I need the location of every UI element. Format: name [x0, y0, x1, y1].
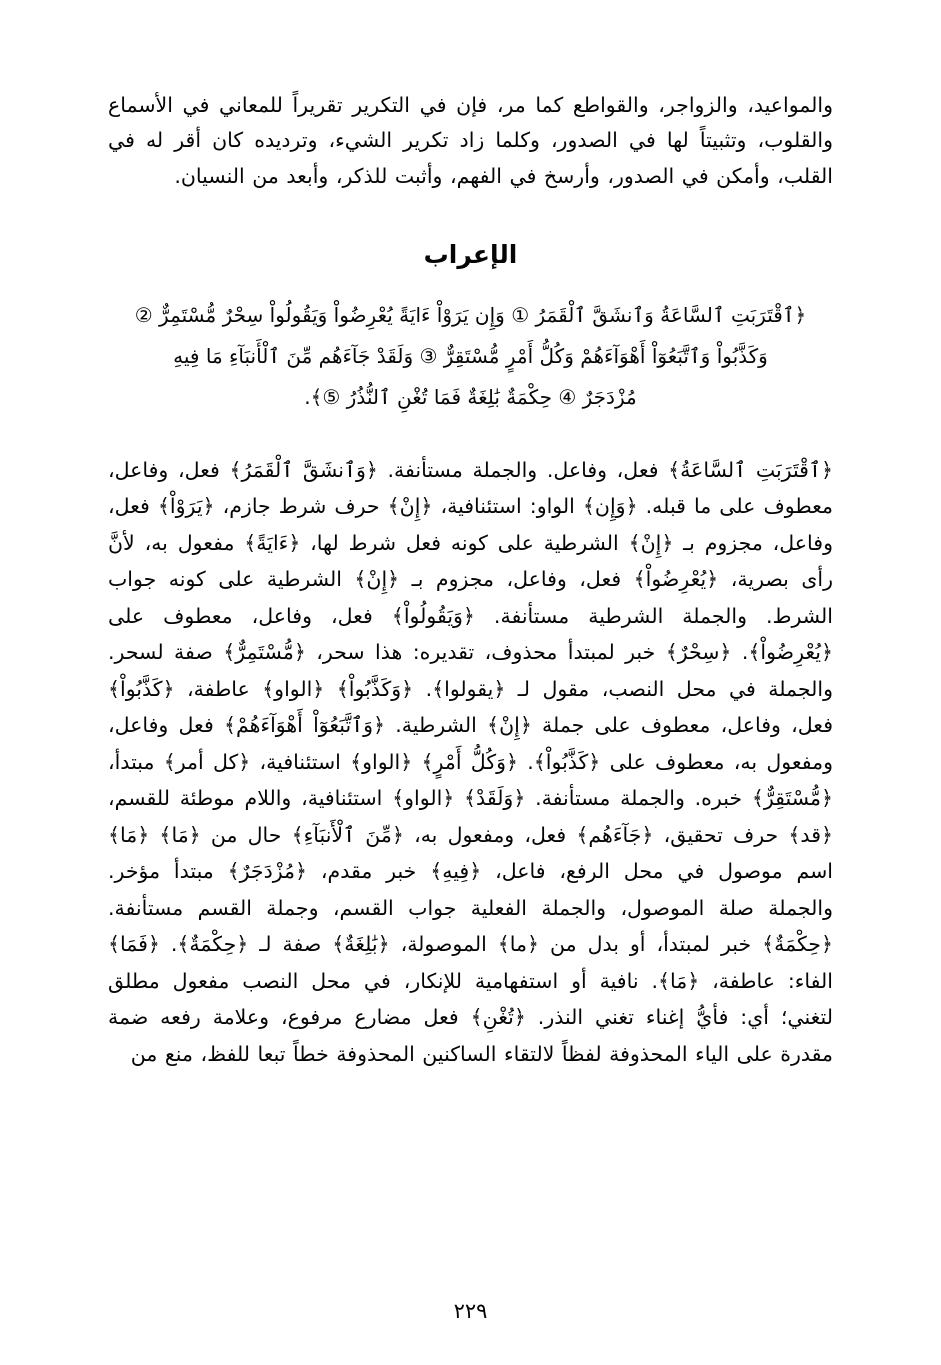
- quran-line: ﴿ٱقْتَرَبَتِ ٱلسَّاعَةُ وَٱنشَقَّ ٱلْقَمَرُ ① وَإِن يَرَوْاْ ءَايَةً يُعْرِضُواْ وَيَقُولُواْ سِحْرٌ مُّسْتَمِرٌّ ②: [134, 302, 807, 327]
- quran-quotation: [123, 295, 819, 418]
- section-title: الإعراب: [423, 239, 518, 269]
- intro-paragraph: والمواعيد، والزواجر، والقواطع كما مر، فإن في التكرير تقريراً للمعاني في الأسماع والقلوب، وتثبيتاً لها في الصدور، وكلما زاد تكرير الشيء، وترديده كان أقر له في القلب، وأمكن في الصدور، وأرسخ في الفهم، وأثبت للذكر، وأبعد من النسيان.: [108, 93, 833, 188]
- quran-line: وَكَذَّبُواْ وَٱتَّبَعُوٓاْ أَهْوَآءَهُمْ وَكُلُّ أَمْرٍ مُّسْتَقِرٌّ ③ وَلَقَدْ جَآءَهُم مِّنَ ٱلْأَنبَآءِ مَا فِيهِ: [173, 343, 768, 368]
- quran-line: مُزْدَجَرٌ ④ حِكْمَةٌ بَٰلِغَةٌ فَمَا تُغْنِ ٱلنُّذُرُ ⑤﴾.: [304, 384, 637, 409]
- page-number: ٢٢٩: [453, 1299, 488, 1323]
- grammatical-analysis-paragraph: ﴿ٱقْتَرَبَتِ ٱلسَّاعَةُ﴾ فعل، وفاعل. والجملة مستأنفة. ﴿وَٱنشَقَّ ٱلْقَمَرُ﴾ فعل، وفاعل، معطوف على ما قبله. ﴿وَإِن﴾ الواو: استئنافية، ﴿إِنْ﴾ حرف شرط جازم، ﴿يَرَوْاْ﴾ فعل، وفاعل، مجزوم بـ ﴿إِنْ﴾ الشرطية على كونه فعل شرط لها، ﴿ءَايَةً﴾ مفعول به، لأنَّ رأى بصرية، ﴿يُعْرِضُواْ﴾ فعل، وفاعل، مجزوم بـ ﴿إِنْ﴾ الشرطية على كونه جواب الشرط. والجملة الشرطية مستأنفة. ﴿وَيَقُولُواْ﴾ فعل، وفاعل، معطوف على ﴿يُعْرِضُواْ﴾. ﴿سِحْرٌ﴾ خبر لمبتدأ محذوف، تقديره: هذا سحر، ﴿مُّسْتَمِرٌّ﴾ صفة لسحر. والجملة في محل النصب، مقول لـ ﴿يقولوا﴾. ﴿وَكَذَّبُواْ﴾ ﴿الواو﴾ عاطفة، ﴿كَذَّبُواْ﴾ فعل، وفاعل، معطوف على جملة ﴿إِنْ﴾ الشرطية. ﴿وَٱتَّبَعُوٓاْ أَهْوَآءَهُمْ﴾ فعل وفاعل، ومفعول به، معطوف على ﴿كَذَّبُواْ﴾. ﴿وَكُلُّ أَمْرٍ﴾ ﴿الواو﴾ استئنافية، ﴿كل أمر﴾ مبتدأ، ﴿مُّسْتَقِرٌّ﴾ خبره. والجملة مستأنفة. ﴿وَلَقَدْ﴾ ﴿الواو﴾ استئنافية، واللام موطئة للقسم، ﴿قد﴾ حرف تحقيق، ﴿جَآءَهُم﴾ فعل، ومفعول به، ﴿مِّنَ ٱلْأَنبَآءِ﴾ حال من ﴿مَا﴾ ﴿مَا﴾ اسم موصول في محل الرفع، فاعل، ﴿فِيهِ﴾ خبر مقدم، ﴿مُزْدَجَرٌ﴾ مبتدأ مؤخر. والجملة صلة الموصول، والجملة الفعلية جواب القسم، وجملة القسم مستأنفة. ﴿حِكْمَةٌ﴾ خبر لمبتدأ، أو بدل من ﴿ما﴾ الموصولة، ﴿بَٰلِغَةٌ﴾ صفة لـ ﴿حِكْمَةٌ﴾. ﴿فَمَا﴾ الفاء: عاطفة، ﴿مَا﴾. نافية أو استفهامية للإنكار، في محل النصب مفعول مطلق لتغني؛ أي: فأيُّ إغناء تغني النذر. ﴿تُغْنِ﴾ فعل مضارع مرفوع، وعلامة رفعه ضمة مقدرة على الياء المحذوفة لفظاً لالتقاء الساكنين المحذوفة خطاً تبعا للفظ، منع من: [108, 457, 833, 1066]
